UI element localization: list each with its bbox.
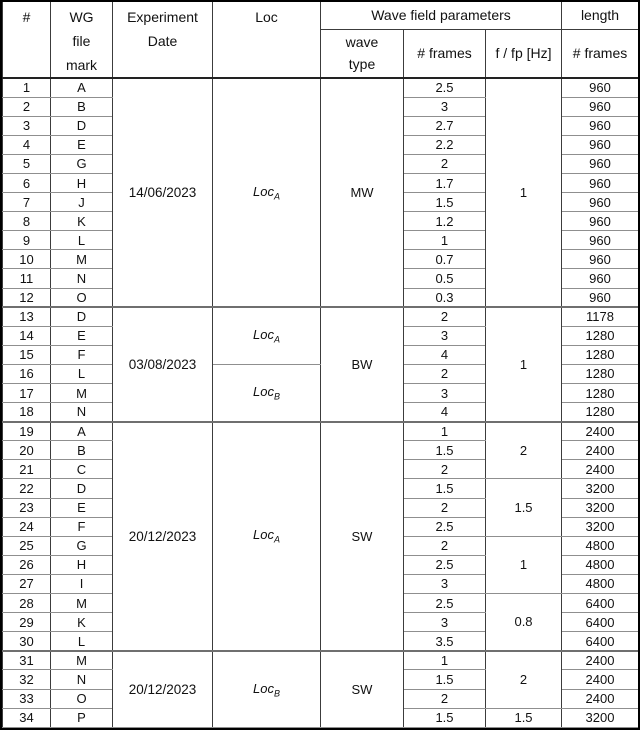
cell-wg-mark: B (51, 441, 113, 460)
cell-num: 30 (3, 632, 51, 651)
cell-length: 2400 (562, 689, 639, 708)
cell-num: 1 (3, 78, 51, 97)
cell-frames: 1.5 (404, 670, 486, 689)
cell-frames: 1.2 (404, 212, 486, 231)
cell-frames: 2.5 (404, 555, 486, 574)
header-length: length (562, 2, 639, 29)
cell-frames: 2 (404, 536, 486, 555)
cell-frames: 2.5 (404, 78, 486, 97)
cell-frames: 3 (404, 326, 486, 345)
cell-date: 20/12/2023 (113, 651, 213, 728)
cell-length: 3200 (562, 479, 639, 498)
cell-num: 11 (3, 269, 51, 288)
cell-frames: 1.5 (404, 479, 486, 498)
cell-length: 960 (562, 193, 639, 212)
cell-num: 9 (3, 231, 51, 250)
cell-num: 10 (3, 250, 51, 269)
cell-length: 6400 (562, 594, 639, 613)
cell-length: 1178 (562, 307, 639, 326)
cell-num: 12 (3, 288, 51, 307)
cell-wave-type: SW (321, 651, 404, 728)
cell-wg-mark: M (51, 651, 113, 670)
table-row (3, 78, 639, 97)
cell-wg-mark: J (51, 193, 113, 212)
cell-frames: 2 (404, 154, 486, 173)
cell-frames: 2 (404, 307, 486, 326)
cell-frames: 1.7 (404, 173, 486, 192)
cell-frames: 1 (404, 651, 486, 670)
cell-num: 28 (3, 594, 51, 613)
cell-f-fp: 1 (486, 78, 562, 307)
cell-length: 960 (562, 135, 639, 154)
cell-wg-mark: D (51, 307, 113, 326)
cell-loc (213, 78, 321, 307)
cell-wg-mark: H (51, 555, 113, 574)
cell-wave-type: BW (321, 307, 404, 422)
cell-wg-mark: H (51, 173, 113, 192)
cell-wg-mark: C (51, 460, 113, 479)
cell-frames: 2.2 (404, 135, 486, 154)
cell-num: 25 (3, 536, 51, 555)
cell-frames: 0.5 (404, 269, 486, 288)
cell-frames: 1.5 (404, 193, 486, 212)
cell-wg-mark: E (51, 498, 113, 517)
cell-frames: 2.5 (404, 517, 486, 536)
cell-num: 24 (3, 517, 51, 536)
cell-num: 7 (3, 193, 51, 212)
loc-label: Loc$_A$ (253, 183, 280, 202)
cell-length: 960 (562, 116, 639, 135)
cell-f-fp: 1.5 (486, 708, 562, 727)
cell-wg-mark: L (51, 632, 113, 651)
cell-length: 6400 (562, 632, 639, 651)
cell-frames: 1 (404, 231, 486, 250)
loc-label: Loc$_A$ (253, 527, 280, 546)
cell-num: 27 (3, 574, 51, 593)
cell-wg-mark: O (51, 689, 113, 708)
cell-length: 4800 (562, 555, 639, 574)
cell-length: 960 (562, 250, 639, 269)
loc-label: Loc$_B$ (253, 680, 280, 699)
loc-label: Loc$_A$ (253, 327, 280, 345)
cell-length: 960 (562, 212, 639, 231)
cell-date: 03/08/2023 (113, 307, 213, 422)
header-wg-line1: WG (69, 9, 94, 25)
cell-num: 22 (3, 479, 51, 498)
cell-length: 1280 (562, 364, 639, 383)
cell-wg-mark: M (51, 384, 113, 403)
header-date-line2: Date (147, 33, 178, 49)
header-wave-field-parameters: Wave field parameters (321, 2, 562, 29)
cell-num: 3 (3, 116, 51, 135)
cell-loc (213, 307, 321, 364)
cell-frames: 2 (404, 689, 486, 708)
table-row (3, 422, 639, 441)
cell-frames: 2.7 (404, 116, 486, 135)
cell-wave-type: SW (321, 422, 404, 651)
cell-wg-mark: B (51, 97, 113, 116)
cell-length: 4800 (562, 536, 639, 555)
cell-num: 17 (3, 384, 51, 403)
header-wg-line2: file (72, 33, 91, 49)
header-f-fp-hz: f / fp [Hz] (486, 29, 562, 78)
header-length-num-frames: # frames (562, 29, 639, 78)
cell-wg-mark: G (51, 154, 113, 173)
cell-frames: 3 (404, 384, 486, 403)
header-row-top (3, 2, 639, 29)
header-num-frames: # frames (404, 29, 486, 78)
cell-frames: 1 (404, 422, 486, 441)
cell-num: 31 (3, 651, 51, 670)
cell-wg-mark: E (51, 326, 113, 345)
cell-length: 960 (562, 97, 639, 116)
experiment-table (2, 2, 639, 728)
cell-num: 33 (3, 689, 51, 708)
cell-length: 2400 (562, 422, 639, 441)
cell-wg-mark: F (51, 345, 113, 364)
header-loc: Loc (213, 2, 321, 78)
table-row (3, 307, 639, 326)
cell-f-fp: 1 (486, 307, 562, 422)
cell-wg-mark: E (51, 135, 113, 154)
cell-wg-mark: G (51, 536, 113, 555)
table-row (3, 651, 639, 670)
cell-wg-mark: D (51, 479, 113, 498)
cell-frames: 2.5 (404, 594, 486, 613)
cell-length: 2400 (562, 651, 639, 670)
cell-num: 32 (3, 670, 51, 689)
cell-wg-mark: K (51, 613, 113, 632)
cell-num: 14 (3, 326, 51, 345)
cell-frames: 1.5 (404, 708, 486, 727)
table-header (3, 2, 639, 78)
cell-num: 6 (3, 173, 51, 192)
cell-length: 960 (562, 288, 639, 307)
cell-num: 34 (3, 708, 51, 727)
cell-wg-mark: L (51, 231, 113, 250)
cell-frames: 4 (404, 345, 486, 364)
cell-wg-mark: A (51, 422, 113, 441)
cell-length: 960 (562, 231, 639, 250)
cell-num: 21 (3, 460, 51, 479)
cell-length: 3200 (562, 517, 639, 536)
cell-frames: 4 (404, 403, 486, 422)
header-wg-file-mark (51, 2, 113, 78)
cell-frames: 2 (404, 364, 486, 383)
cell-wg-mark: N (51, 403, 113, 422)
header-num: # (3, 2, 51, 78)
cell-length: 2400 (562, 460, 639, 479)
cell-num: 16 (3, 364, 51, 383)
cell-frames: 0.7 (404, 250, 486, 269)
cell-wg-mark: P (51, 708, 113, 727)
cell-frames: 3 (404, 574, 486, 593)
cell-num: 5 (3, 154, 51, 173)
cell-f-fp: 2 (486, 651, 562, 708)
cell-num: 19 (3, 422, 51, 441)
cell-wg-mark: I (51, 574, 113, 593)
cell-f-fp: 1.5 (486, 479, 562, 536)
cell-wg-mark: F (51, 517, 113, 536)
cell-frames: 3 (404, 97, 486, 116)
cell-wg-mark: D (51, 116, 113, 135)
cell-num: 29 (3, 613, 51, 632)
cell-f-fp: 0.8 (486, 594, 562, 651)
cell-loc (213, 651, 321, 728)
cell-num: 15 (3, 345, 51, 364)
cell-num: 23 (3, 498, 51, 517)
header-wg-line3: mark (65, 57, 98, 73)
cell-num: 8 (3, 212, 51, 231)
cell-wg-mark: N (51, 269, 113, 288)
cell-length: 1280 (562, 384, 639, 403)
cell-wg-mark: O (51, 288, 113, 307)
header-wave-type-line2: type (348, 56, 376, 73)
cell-length: 960 (562, 154, 639, 173)
cell-wg-mark: M (51, 250, 113, 269)
cell-length: 4800 (562, 574, 639, 593)
cell-wg-mark: N (51, 670, 113, 689)
header-experiment-date (113, 2, 213, 78)
cell-loc (213, 422, 321, 651)
cell-num: 2 (3, 97, 51, 116)
cell-length: 1280 (562, 326, 639, 345)
header-wave-type-line1: wave (345, 34, 379, 51)
cell-length: 3200 (562, 498, 639, 517)
cell-length: 960 (562, 173, 639, 192)
cell-num: 4 (3, 135, 51, 154)
cell-num: 18 (3, 403, 51, 422)
cell-date: 14/06/2023 (113, 78, 213, 307)
cell-wg-mark: K (51, 212, 113, 231)
cell-loc (213, 364, 321, 421)
cell-length: 1280 (562, 345, 639, 364)
cell-length: 3200 (562, 708, 639, 727)
cell-wg-mark: L (51, 364, 113, 383)
table-body (3, 78, 639, 728)
cell-length: 2400 (562, 441, 639, 460)
cell-length: 1280 (562, 403, 639, 422)
cell-frames: 0.3 (404, 288, 486, 307)
cell-length: 2400 (562, 670, 639, 689)
cell-frames: 1.5 (404, 441, 486, 460)
cell-wg-mark: M (51, 594, 113, 613)
cell-length: 6400 (562, 613, 639, 632)
cell-wave-type: MW (321, 78, 404, 307)
cell-frames: 2 (404, 498, 486, 517)
cell-length: 960 (562, 269, 639, 288)
cell-num: 26 (3, 555, 51, 574)
cell-frames: 3.5 (404, 632, 486, 651)
cell-f-fp: 1 (486, 536, 562, 593)
cell-frames: 3 (404, 613, 486, 632)
header-wave-type (321, 29, 404, 78)
loc-label: Loc$_B$ (253, 384, 280, 402)
cell-wg-mark: A (51, 78, 113, 97)
cell-f-fp: 2 (486, 422, 562, 479)
header-date-line1: Experiment (127, 9, 198, 25)
cell-num: 20 (3, 441, 51, 460)
cell-num: 13 (3, 307, 51, 326)
cell-date: 20/12/2023 (113, 422, 213, 651)
cell-length: 960 (562, 78, 639, 97)
cell-frames: 2 (404, 460, 486, 479)
